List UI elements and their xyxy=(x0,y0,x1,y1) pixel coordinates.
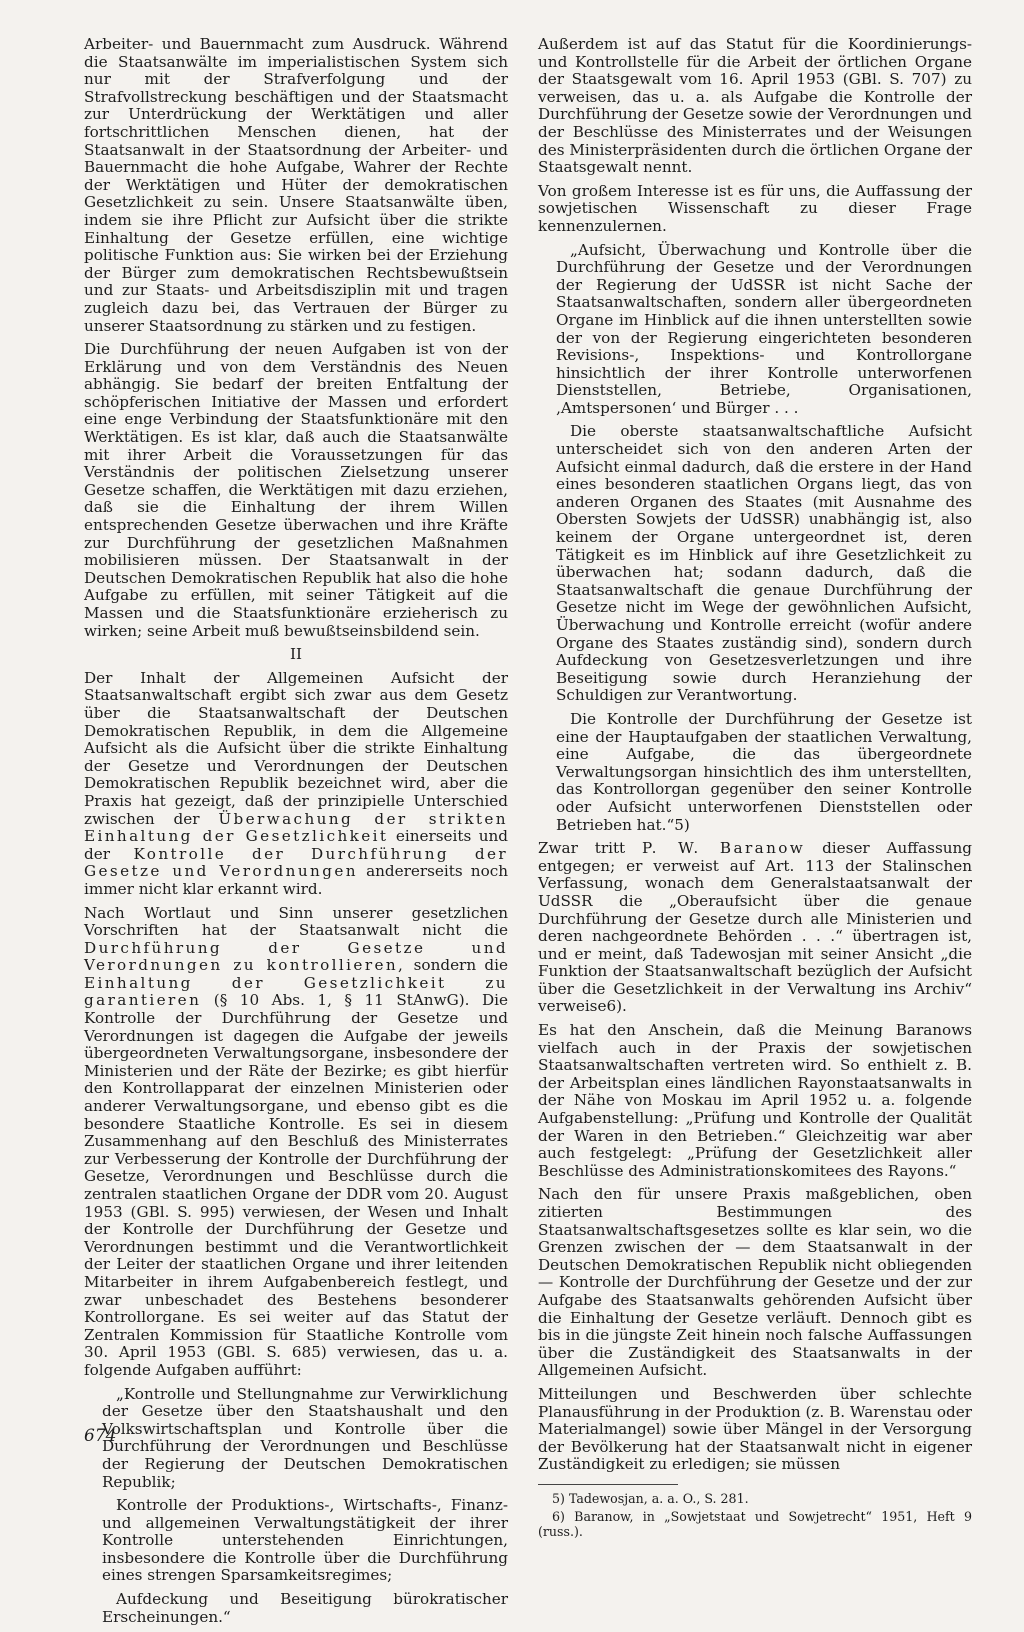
right-column xyxy=(538,36,972,1542)
text-run: dieser Auffassung entgegen; er verweist auf Art. 113 der Stalinschen Verfassung, wonach dem Generalstaatsanwalt der UdSSR die „Oberaufsicht über die genaue Durchführung der Gesetze durch alle Ministerien und deren nachgeordnete Behörden . . .“ übertragen ist, und er meint, daß Tadewosjan mit seiner Ansicht „die Funktion der Staatsanwaltschaft bezüglich der Aufsicht über die Gesetzlichkeit in der Verwaltung ins Archiv“ verweise6). xyxy=(538,839,973,1016)
left-column xyxy=(84,36,508,1632)
block-quote: Die Kontrolle der Durchführung der Gesetze ist eine der Hauptaufgaben der staatlichen Verwaltung, eine Aufgabe, die das übergeordnete Verwaltungsorgan hinsichtlich des ihm unterstellten, das Kontrollorgan gegenüber den seiner Kontrolle oder Aufsicht unterworfenen Dienststellen oder Betrieben hat.“5) xyxy=(556,709,972,834)
block-quote: „Aufsicht, Überwachung und Kontrolle über die Durchführung der Gesetze und der Verordnungen der Regierung der UdSSR ist nicht Sache der Staatsanwaltschaften, sondern aller übergeordneten Organe im Hinblick auf die ihnen unterstellten sowie der von der Regierung eingerichteten besonderen Revisions-, Inspektions- und Kontrollorgane hinsichtlich der ihrer Kontrolle unterworfenen Dienststellen, Betriebe, Organisationen, ‚Amtspersonen‘ und Bürger . . . xyxy=(556,240,972,417)
paragraph xyxy=(84,905,508,1380)
spaced-emphasis: Kontrolle der Durchführung der Gesetze und Verordnungen xyxy=(84,844,509,881)
paragraph: Außerdem ist auf das Statut für die Koordinierungs- und Kontrollstelle für die Arbeit der örtlichen Organe der Staatsgewalt vom 16. April 1953 (GBl. S. 707) zu verweisen, das u. a. als Aufgabe die Kontrolle der Durchführung der Gesetze sowie der Verordnungen und der Beschlüsse des Ministerrates und der Weisungen des Ministerpräsidenten durch die örtlichen Organe der Staatsgewalt nennt. xyxy=(538,35,972,177)
spaced-emphasis: Durchführung der Gesetze und Verordnungen zu kontrollieren, xyxy=(84,938,508,975)
footnote-divider xyxy=(538,1484,678,1485)
spaced-emphasis: Einhaltung der Gesetzlichkeit zu garantieren xyxy=(84,973,508,1010)
paragraph: Es hat den Anschein, daß die Meinung Baranows vielfach auch in der Praxis der sowjetischen Staatsanwaltschaften vertreten wird. So enthielt z. B. der Arbeitsplan eines ländlichen Rayonstaatsanwalts in der Nähe von Moskau im April 1952 u. a. folgende Aufgabenstellung: „Prüfung und Kontrolle der Qualität der Waren in den Betrieben.“ Gleichzeitig war aber auch festgelegt: „Prüfung der Gesetzlichkeit aller Beschlüsse des Administrationskomitees des Rayons.“ xyxy=(538,1021,972,1180)
paragraph: Arbeiter- und Bauernmacht zum Ausdruck. Während die Staatsanwälte im imperialistischen System sich nur mit der Strafverfolgung und der Strafvollstreckung beschäftigen und der Staatsmacht zur Unterdrückung der Werktätigen und aller fortschrittlichen Menschen dienen, hat der Staatsanwalt in der Staatsordnung der Arbeiter- und Bauernmacht die hohe Aufgabe, Wahrer der Rechte der Werktätigen und Hüter der demokratischen Gesetzlichkeit zu sein. Unsere Staatsanwälte üben, indem sie ihre Pflicht zur Aufsicht über die strikte Einhaltung der Gesetze erfüllen, eine wichtige politische Funktion aus: Sie wirken bei der Erziehung der Bürger zum demokratischen Rechtsbewußtsein und zur Staats- und Arbeitsdisziplin mit und tragen zugleich dazu bei, das Vertrauen der Bürger zu unserer Staatsordnung zu stärken und zu festigen. xyxy=(84,35,508,335)
spaced-emphasis: P. W. Baranow xyxy=(642,839,806,858)
block-quote: Die oberste staatsanwaltschaftliche Aufsicht unterscheidet sich von den anderen Arten der Aufsicht einmal dadurch, daß die erstere in der Hand eines besonderen staatlichen Organs liegt, das von anderen Organen des Staates (mit Ausnahme des Obersten Sowjets der UdSSR) unabhängig ist, also keinem der Organe untergeordnet ist, deren Tätigkeit es im Hinblick auf ihre Gesetzlichkeit zu überwachen hat; sodann dadurch, daß die Staatsanwaltschaft die genaue Durchführung der Gesetze nicht im Wege der gewöhnlichen Aufsicht, Überwachung und Kontrolle erreicht (wofür andere Organe des Staates zuständig sind), sondern durch Aufdeckung von Gesetzesverletzungen und ihre Beseitigung sowie durch Heranziehung der Schuldigen zur Verantwortung. xyxy=(556,422,972,705)
footnotes xyxy=(538,1484,972,1539)
paragraph: Die Durchführung der neuen Aufgaben ist von der Erklärung und von dem Verständnis des Neuen abhängig. Sie bedarf der breiten Entfaltung der schöpferischen Initiative der Massen und erfordert eine enge Verbindung der Staatsfunktionäre mit den Werktätigen. Es ist klar, daß auch die Staatsanwälte mit ihrer Arbeit die Voraussetzungen für das Verständnis der politischen Zielsetzung unserer Gesetze schaffen, die Werktätigen mit dazu erziehen, daß sie die Einhaltung der ihrem Willen entsprechenden Gesetze überwachen und ihre Kräfte zur Durchführung der gesetzlichen Maßnahmen mobilisieren müssen. Der Staatsanwalt in der Deutschen Demokratischen Republik hat also die hohe Aufgabe zu erfüllen, mit seiner Tätigkeit auf die Massen und die Staatsfunktionäre erzieherisch zu wirken; seine Arbeit muß bewußtseinsbildend sein. xyxy=(84,340,508,640)
text-run: einerseits und der xyxy=(84,827,508,863)
block-quote: Aufdeckung und Beseitigung bürokratischer Erscheinungen.“ xyxy=(102,1590,508,1626)
paragraph xyxy=(538,840,972,1016)
spaced-emphasis: Überwachung der strikten Einhaltung der Gesetzlichkeit xyxy=(84,809,508,846)
page-number: 674 xyxy=(84,1426,117,1446)
text-run: Zwar tritt xyxy=(538,839,626,858)
text-run: (§ 10 Abs. 1, § 11 StAnwG). Die Kontrolle der Durchführung der Gesetze und Verordnungen ist dagegen die Aufgabe der jeweils übergeordneten Verwaltungsorgane, insbesondere der Ministerien und der Räte der Bezirke; es gibt hierfür den Kontrollapparat der einzelnen Ministerien oder anderer Verwaltungsorgane, und ebenso gibt es die besondere Staatliche Kontrolle. Es sei in diesem Zusammenhang auf den Beschluß des Ministerrates zur Verbesserung der Kontrolle der Durchführung der Gesetze, Verordnungen und Beschlüsse durch die zentralen staatlichen Organe der DDR vom 20. August 1953 (GBl. S. 995) verwiesen, der Wesen und Inhalt der Kontrolle der Durchführung der Gesetze und Verordnungen bestimmt und die Verantwortlichkeit der Leiter der staatlichen Organe und ihrer leitenden Mitarbeiter in ihrem Aufgabenbereich festlegt, und zwar unbeschadet des Bestehens besonderer Kontrollorgane. Es sei weiter auf das Statut der Zentralen Kommission für Staatliche Kontrolle vom 30. April 1953 (GBl. S. 685) verwiesen, das u. a. folgende Aufgaben aufführt: xyxy=(84,991,508,1379)
section-numeral: II xyxy=(290,645,302,664)
paragraph: Mitteilungen und Beschwerden über schlechte Planausführung in der Produktion (z. B. Warenstau oder Materialmangel) sowie über Mängel in der Versorgung der Bevölkerung hat der Staatsanwalt nicht in eigener Zuständigkeit zu erledigen; sie müssen xyxy=(538,1384,972,1474)
block-quote: Kontrolle der Produktions-, Wirtschafts-, Finanz- und allgemeinen Verwaltungstätigkeit der ihrer Kontrolle unterstehenden Einrichtungen, insbesondere die Kontrolle über die Durchführung eines strengen Sparsamkeitsregimes; xyxy=(102,1496,508,1585)
text-run: sondern die xyxy=(413,956,508,975)
text-run: andererseits noch immer nicht klar erkannt wird. xyxy=(84,862,508,898)
text-run: Nach Wortlaut und Sinn unserer gesetzlichen Vorschriften hat der Staatsanwalt nicht die xyxy=(84,903,508,940)
footnote: 5) Tadewosjan, a. a. O., S. 281. xyxy=(552,1490,749,1506)
text-run: Der Inhalt der Allgemeinen Aufsicht der Staatsanwaltschaft ergibt sich zwar aus dem Gesetz über die Staatsanwaltschaft der Deutschen Demokratischen Republik, in dem die Allgemeine Aufsicht als die Aufsicht über die strikte Einhaltung der Gesetze und Verordnungen der Deutschen Demokratischen Republik bezeichnet wird, aber die Praxis hat gezeigt, daß der prinzipielle Unterschied zwischen der xyxy=(84,668,508,828)
paragraph xyxy=(84,670,508,899)
footnote: 6) Baranow, in „Sowjetstaat und Sowjetrecht“ 1951, Heft 9 (russ.). xyxy=(538,1508,972,1539)
paragraph: Nach den für unsere Praxis maßgeblichen, oben zitierten Bestimmungen des Staatsanwaltschaftsgesetzes sollte es klar sein, wo die Grenzen zwischen der — dem Staatsanwalt in der Deutschen Demokratischen Republik nicht obliegenden — Kontrolle der Durchführung der Gesetze und der zur Aufgabe des Staatsanwalts gehörenden Aufsicht über die Einhaltung der Gesetze verläuft. Dennoch gibt es bis in die jüngste Zeit hinein noch falsche Auffassungen über die Zuständigkeit des Staatsanwalts in der Allgemeinen Aufsicht. xyxy=(538,1185,972,1380)
block-quote: „Kontrolle und Stellungnahme zur Verwirklichung der Gesetze über den Staatshaushalt und den Volkswirtschaftsplan und Kontrolle über die Durchführung der Verordnungen und Beschlüsse der Regierung der Deutschen Demokratischen Republik; xyxy=(102,1384,508,1491)
paragraph: Von großem Interesse ist es für uns, die Auffassung der sowjetischen Wissenschaft zu dieser Frage kennenzulernen. xyxy=(538,181,972,235)
